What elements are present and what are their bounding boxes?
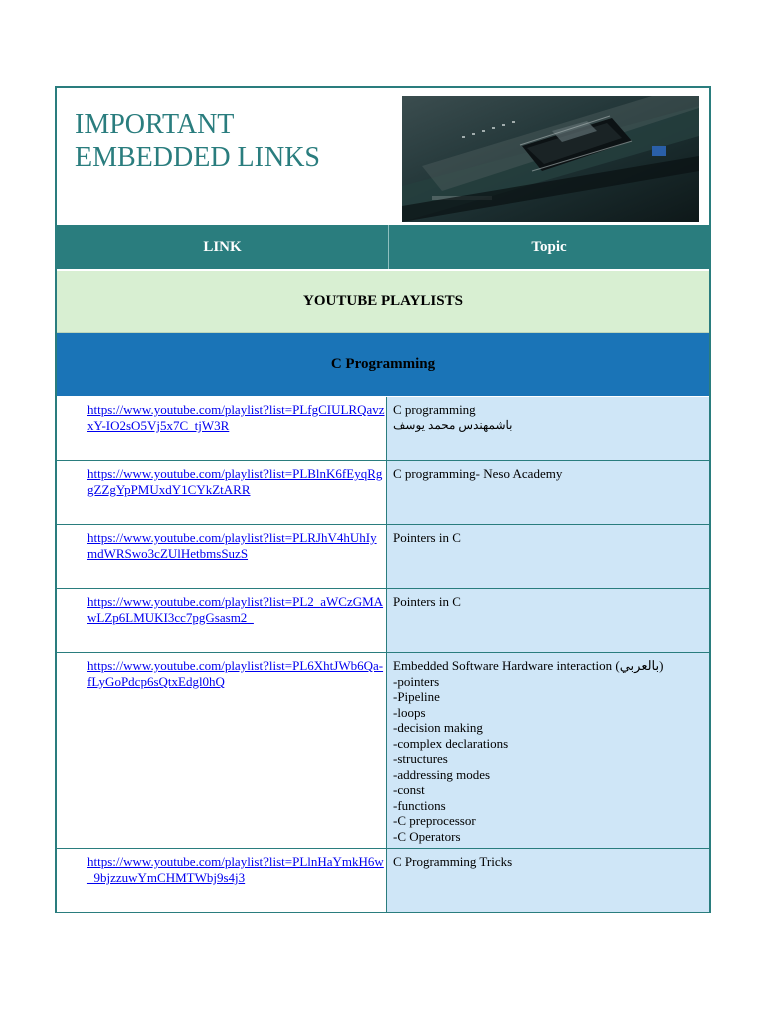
link-cell xyxy=(57,653,387,848)
topic-text: C programming xyxy=(393,402,476,417)
table-row xyxy=(57,653,709,849)
title-line-2: EMBEDDED LINKS xyxy=(75,142,320,173)
topic-text: Pointers in C xyxy=(393,530,461,545)
title-line-1: IMPORTANT xyxy=(75,109,235,140)
links-table-body xyxy=(57,397,709,912)
table-row xyxy=(57,397,709,461)
playlist-link[interactable]: https://www.youtube.com/playlist?list=PL6XhtJWb6Qa-fLyGoPdcp6sQtxEdgl0hQ xyxy=(87,658,384,689)
link-cell xyxy=(57,461,387,524)
table-row xyxy=(57,525,709,589)
playlist-link[interactable]: https://www.youtube.com/playlist?list=PLBlnK6fEyqRggZZgYpPMUxdY1CYkZtARR xyxy=(87,466,383,497)
topic-line: -Pipeline xyxy=(393,689,440,704)
topic-text: C Programming Tricks xyxy=(393,854,513,869)
topic-line: -pointers xyxy=(393,673,440,689)
link-cell xyxy=(57,589,387,652)
topic-text: Pointers in C xyxy=(393,594,461,609)
section-c-programming: C Programming xyxy=(57,333,709,396)
topic-line: -const xyxy=(393,782,425,797)
topic-text: Embedded Software Hardware interaction (بالعربي) xyxy=(393,658,664,673)
table-row xyxy=(57,849,709,912)
link-cell xyxy=(57,397,387,460)
circuit-board-image xyxy=(402,96,699,222)
link-cell xyxy=(57,849,387,912)
topic-line: -functions xyxy=(393,797,446,813)
circuit-board-photo xyxy=(402,96,699,222)
topic-line: -decision making xyxy=(393,720,483,735)
topic-cell xyxy=(387,849,709,912)
section-youtube-playlists: YOUTUBE PLAYLISTS xyxy=(57,271,709,333)
page-title xyxy=(75,108,320,174)
topic-line: -addressing modes xyxy=(393,766,491,782)
topic-line: -C Operators xyxy=(393,828,461,844)
playlist-link[interactable]: https://www.youtube.com/playlist?list=PLlnHaYmkH6w_9bjzzuwYmCHMTWbj9s4j3 xyxy=(87,854,384,885)
topic-line: -complex declarations xyxy=(393,735,509,751)
playlist-link[interactable]: https://www.youtube.com/playlist?list=PLRJhV4hUhIymdWRSwo3cZUlHetbmsSuzS xyxy=(87,530,377,561)
topic-line: -C preprocessor xyxy=(393,813,476,828)
topic-cell xyxy=(387,525,709,588)
topic-text: C programming- Neso Academy xyxy=(393,466,563,481)
topic-cell xyxy=(387,589,709,652)
topic-author-arabic: باشمهندس محمد يوسف xyxy=(393,417,513,432)
topic-cell xyxy=(387,653,709,848)
table-row xyxy=(57,461,709,525)
table-header xyxy=(57,225,709,269)
table-row xyxy=(57,589,709,653)
page-header xyxy=(57,88,709,222)
column-header-link: LINK xyxy=(57,225,389,269)
topic-cell xyxy=(387,461,709,524)
column-header-topic: Topic xyxy=(531,238,567,255)
playlist-link[interactable]: https://www.youtube.com/playlist?list=PL2_aWCzGMAwLZp6LMUKI3cc7pgGsasm2_ xyxy=(87,594,384,625)
link-cell xyxy=(57,525,387,588)
topic-cell xyxy=(387,397,709,460)
topic-line: -loops xyxy=(393,704,426,720)
playlist-link[interactable]: https://www.youtube.com/playlist?list=PLfgCIULRQavzxY-IO2sO5Vj5x7C_tjW3R xyxy=(87,402,385,433)
topic-line: -structures xyxy=(393,751,448,766)
